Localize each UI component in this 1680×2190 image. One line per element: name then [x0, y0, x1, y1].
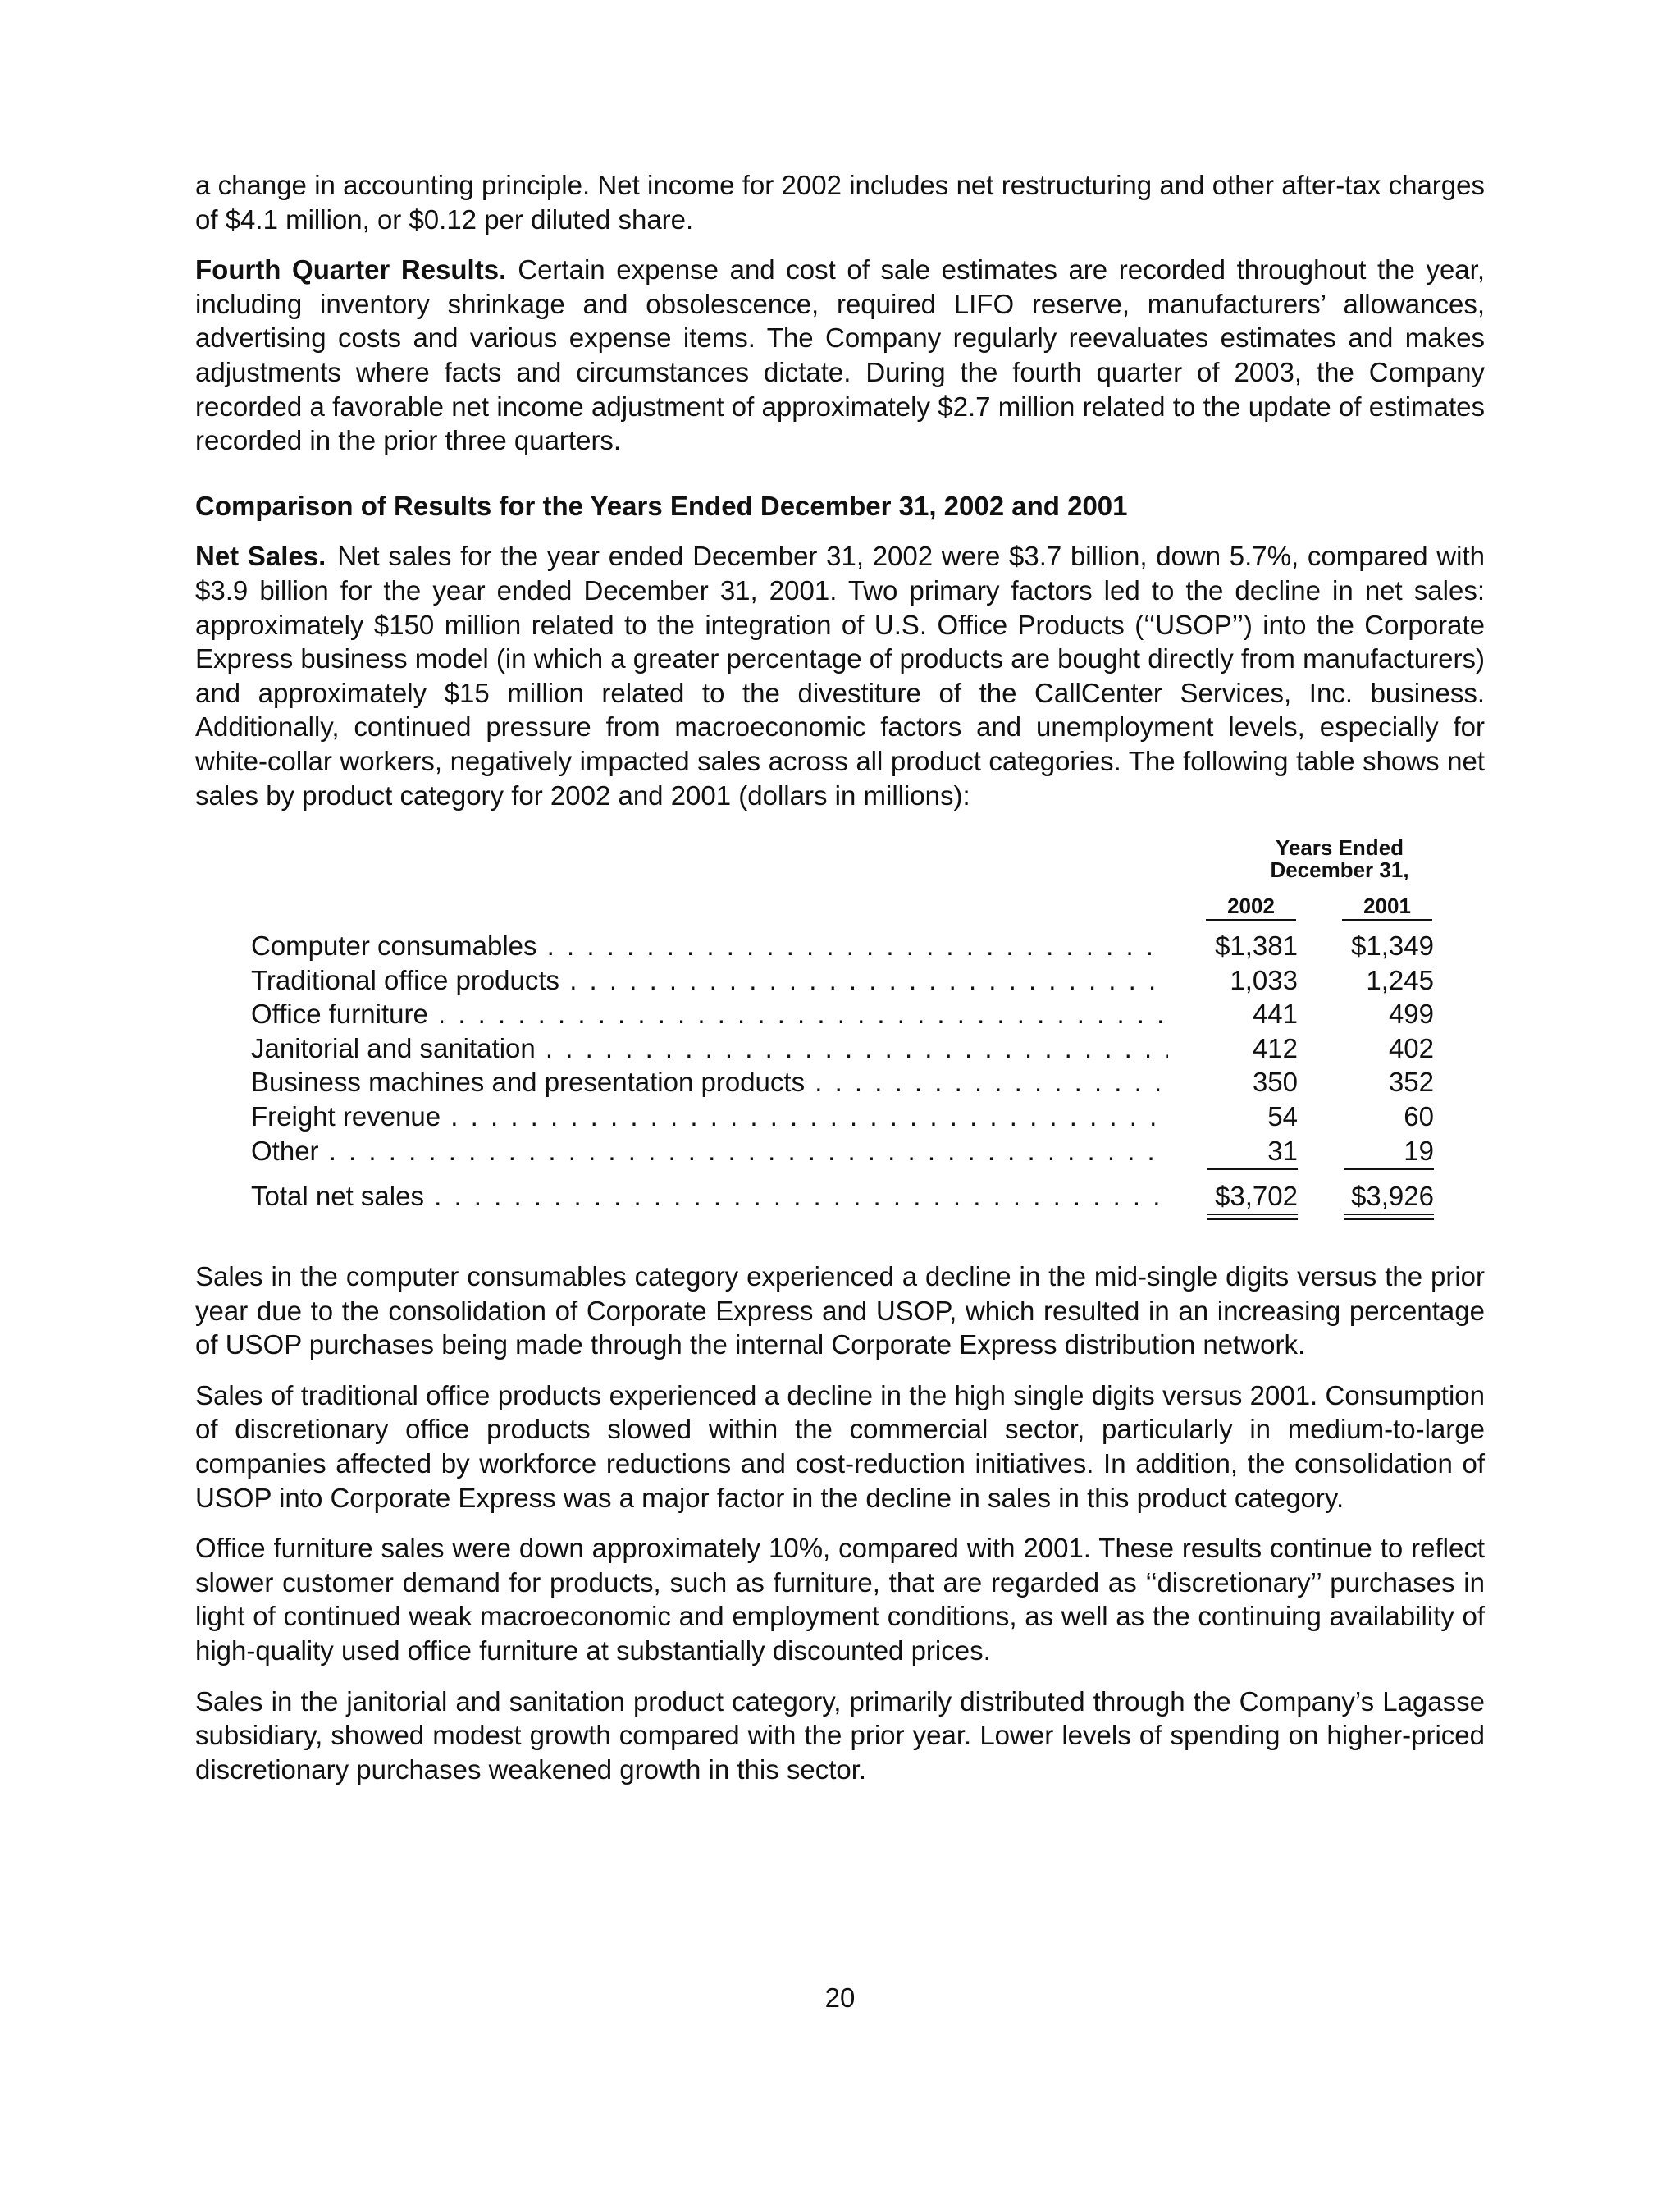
row-label: Traditional office products . . .: [251, 963, 1168, 998]
table-header-line1: Years Ended: [1275, 835, 1404, 861]
total-double-rule-2001: [1344, 1214, 1434, 1220]
row-value-2002: 412: [1252, 1032, 1298, 1063]
section-heading: Comparison of Results for the Years Ended December 31, 2002 and 2001: [195, 490, 1128, 521]
row-value-2001: 499: [1388, 999, 1434, 1030]
row-label: Computer consumables . . .: [251, 929, 1168, 963]
column-header-2002: 2002: [1206, 893, 1296, 921]
table-header-period: [1204, 837, 1475, 881]
row-value-2001: 1,245: [1366, 964, 1434, 995]
row-value-2001: 352: [1388, 1067, 1434, 1098]
row-label: Office furniture . . .: [251, 997, 1168, 1031]
document-page: [195, 168, 1485, 1786]
paragraph-fourth-quarter: [195, 253, 1485, 458]
net-sales-table: [195, 837, 1485, 1235]
row-value-2001: $1,349: [1351, 930, 1434, 962]
fourth-quarter-lead: Fourth Quarter Results.: [195, 254, 507, 286]
paragraph-net-sales: [195, 539, 1485, 812]
total-value-2001: $3,926: [1351, 1181, 1434, 1212]
row-value-2002: 31: [1267, 1135, 1298, 1166]
paragraph-janitorial: Sales in the janitorial and sanitation product category, primarily distributed through the Company’s Lagasse subsidiary, showed modest growth compared with the prior year. Lower levels of spending on higher-priced discretionary purchases weakened growth in this sector.: [195, 1685, 1485, 1785]
subtotal-rule-2002: [1208, 1168, 1298, 1170]
column-header-2001: 2001: [1342, 893, 1432, 921]
table-row: [251, 1031, 1485, 1066]
subtotal-rule-2001: [1344, 1168, 1434, 1170]
table-total-row: [251, 1179, 1485, 1214]
table-row: [251, 1100, 1485, 1134]
total-value-2002: $3,702: [1215, 1181, 1298, 1212]
net-sales-lead: Net Sales.: [195, 541, 326, 572]
row-value-2002: $1,381: [1215, 930, 1298, 962]
row-value-2001: 60: [1404, 1101, 1434, 1132]
table-row: [251, 997, 1485, 1031]
table-row: [251, 963, 1485, 998]
total-double-rule-2002: [1208, 1214, 1298, 1220]
table-column-headers: [1206, 893, 1477, 922]
table-row: [251, 1065, 1485, 1100]
row-label: Janitorial and sanitation . . .: [251, 1031, 1168, 1066]
net-sales-text: Net sales for the year ended December 31, 2002 were $3.7 billion, down 5.7%, compared with $3.9 billion for the year ended December 31, 2001. Two primary factors led to the decline in net sales: approximately $150 million related to the integration of U.S. Office Products (‘‘USOP’’) into the Corporate Express business model (in which a greater percentage of products are bought directly from manufacturers) and approximately $15 million related to the divestiture of the CallCenter Services, Inc. business. Additionally, continued pressure from macroeconomic factors and unemployment levels, especially for white-collar workers, negatively impacted sales across all product categories. The following table shows net sales by product category for 2002 and 2001 (dollars in millions):: [195, 541, 1485, 811]
row-value-2001: 402: [1388, 1032, 1434, 1063]
row-value-2002: 441: [1252, 999, 1298, 1030]
paragraph-office-furniture: Office furniture sales were down approximately 10%, compared with 2001. These results continue to reflect slower customer demand for products, such as furniture, that are regarded as ‘‘discretionary’’ purchases in light of continued weak macroeconomic and employment conditions, as well as the continuing availability of high-quality used office furniture at substantially discounted prices.: [195, 1533, 1485, 1667]
row-value-2002: 54: [1267, 1101, 1298, 1132]
paragraph-intro: a change in accounting principle. Net income for 2002 includes net restructuring and other after-tax charges of $4.1 million, or $0.12 per diluted share.: [195, 170, 1485, 235]
row-value-2001: 19: [1404, 1135, 1434, 1166]
row-label: Business machines and presentation products . . .: [251, 1065, 1168, 1100]
page-number: 20: [824, 1982, 856, 2013]
paragraph-traditional-office: Sales of traditional office products experienced a decline in the high single digits versus 2001. Consumption of discretionary office products slowed within the commercial sector, particularly in medium-to-large companies affected by workforce reductions and cost-reduction initiatives. In addition, the consolidation of USOP into Corporate Express was a major factor in the decline in sales in this product category.: [195, 1379, 1485, 1513]
table-row: [251, 929, 1485, 963]
table-body: [251, 929, 1485, 1214]
total-label: Total net sales . . .: [251, 1179, 1168, 1214]
table-header-line2: December 31,: [1270, 857, 1409, 883]
table-row: [251, 1134, 1485, 1168]
row-label: Other . . .: [251, 1134, 1168, 1168]
fourth-quarter-text: Certain expense and cost of sale estimates are recorded throughout the year, including inventory shrinkage and obsolescence, required LIFO reserve, manufacturers’ allowances, advertising costs and various expense items. The Company regularly reevaluates estimates and makes adjustments where facts and circumstances dictate. During the fourth quarter of 2003, the Company recorded a favorable net income adjustment of approximately $2.7 million related to the update of estimates recorded in the prior three quarters.: [195, 254, 1485, 456]
row-label: Freight revenue . . .: [251, 1100, 1168, 1134]
row-value-2002: 1,033: [1230, 964, 1298, 995]
row-value-2002: 350: [1252, 1067, 1298, 1098]
paragraph-computer-consumables: Sales in the computer consumables category experienced a decline in the mid-single digits versus the prior year due to the consolidation of Corporate Express and USOP, which resulted in an increasing percentage of USOP purchases being made through the internal Corporate Express distribution network.: [195, 1261, 1485, 1360]
